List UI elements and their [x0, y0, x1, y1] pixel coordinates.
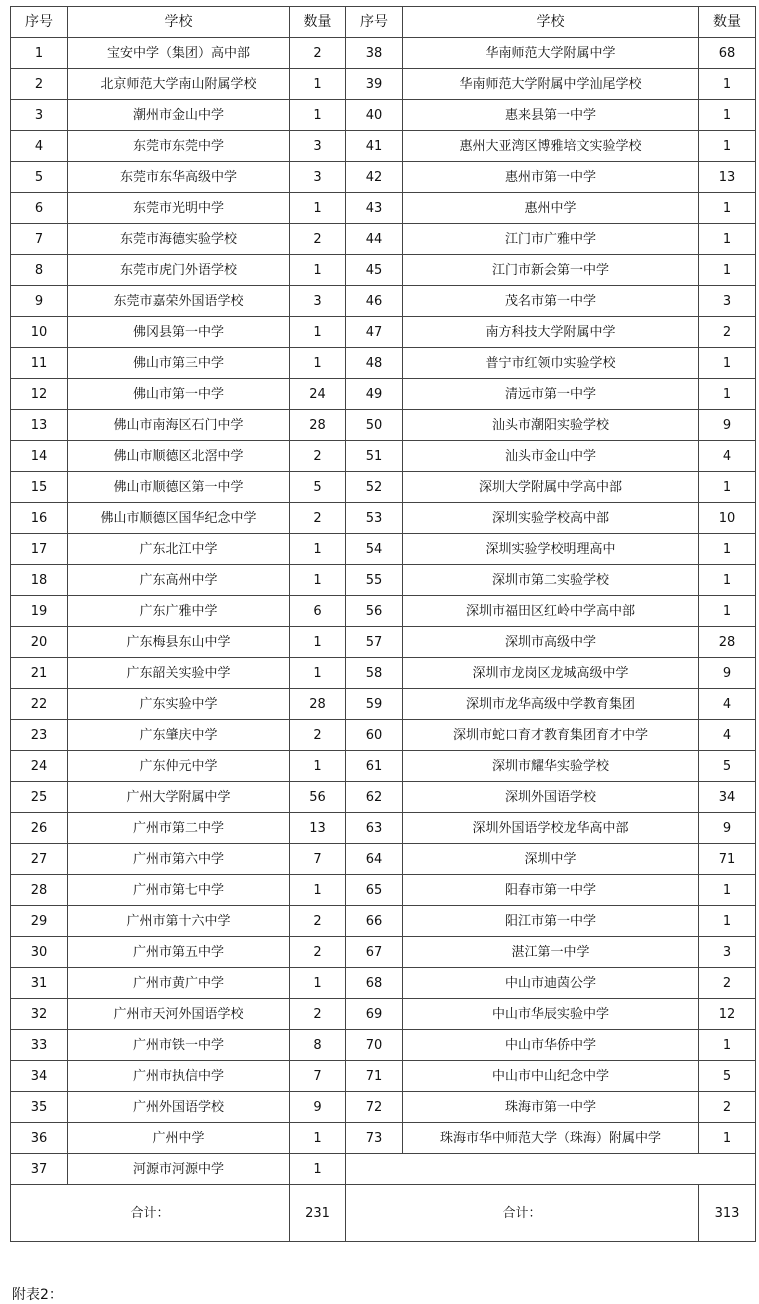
- count-cell: 1: [699, 379, 756, 410]
- table-row: [11, 999, 756, 1030]
- school-cell: 东莞市海德实验学校: [68, 224, 290, 255]
- school-cell: 深圳外国语学校: [403, 782, 699, 813]
- count-cell: 1: [290, 1123, 346, 1154]
- count-cell: 2: [290, 999, 346, 1030]
- count-cell: 9: [290, 1092, 346, 1123]
- count-cell: 2: [290, 441, 346, 472]
- col-header-seq-2: 序号: [346, 7, 403, 38]
- table-row: [11, 100, 756, 131]
- seq-cell: 65: [346, 875, 403, 906]
- count-cell: 1: [290, 193, 346, 224]
- count-cell: 1: [699, 193, 756, 224]
- school-cell: 深圳市耀华实验学校: [403, 751, 699, 782]
- col-header-count-2: 数量: [699, 7, 756, 38]
- table-row: [11, 689, 756, 720]
- count-cell: 12: [699, 999, 756, 1030]
- table-row: [11, 472, 756, 503]
- school-cell: 广东广雅中学: [68, 596, 290, 627]
- col-header-seq: 序号: [11, 7, 68, 38]
- seq-cell: 5: [11, 162, 68, 193]
- footnote: 附表2：: [12, 1287, 63, 1303]
- school-cell: 深圳实验学校明理高中: [403, 534, 699, 565]
- count-cell: 4: [699, 720, 756, 751]
- school-cell: 深圳市福田区红岭中学高中部: [403, 596, 699, 627]
- count-cell: 1: [699, 472, 756, 503]
- school-cell: 阳江市第一中学: [403, 906, 699, 937]
- seq-cell: 30: [11, 937, 68, 968]
- table-row: [11, 1092, 756, 1123]
- school-cell: 惠来县第一中学: [403, 100, 699, 131]
- seq-cell: 52: [346, 472, 403, 503]
- count-cell: 1: [699, 565, 756, 596]
- school-cell: 广东肇庆中学: [68, 720, 290, 751]
- count-cell: 28: [290, 410, 346, 441]
- seq-cell: 56: [346, 596, 403, 627]
- count-cell: 3: [290, 286, 346, 317]
- seq-cell: 12: [11, 379, 68, 410]
- school-cell: 湛江第一中学: [403, 937, 699, 968]
- seq-cell: 44: [346, 224, 403, 255]
- table-body: [11, 38, 756, 1185]
- school-cell: 佛山市顺德区北滘中学: [68, 441, 290, 472]
- left-total-label: 合计：: [11, 1185, 290, 1242]
- school-cell: 珠海市第一中学: [403, 1092, 699, 1123]
- school-cell: 华南师范大学附属中学: [403, 38, 699, 69]
- count-cell: 1: [290, 658, 346, 689]
- seq-cell: 7: [11, 224, 68, 255]
- seq-cell: 64: [346, 844, 403, 875]
- school-cell: 广州市铁一中学: [68, 1030, 290, 1061]
- school-cell: 广州市第七中学: [68, 875, 290, 906]
- seq-cell: 16: [11, 503, 68, 534]
- seq-cell: 11: [11, 348, 68, 379]
- count-cell: 1: [290, 69, 346, 100]
- count-cell: 1: [290, 255, 346, 286]
- count-cell: 3: [290, 131, 346, 162]
- count-cell: 3: [699, 937, 756, 968]
- count-cell: 1: [290, 1154, 346, 1185]
- school-cell: 佛山市第一中学: [68, 379, 290, 410]
- seq-cell: 10: [11, 317, 68, 348]
- seq-cell: 6: [11, 193, 68, 224]
- seq-cell: 14: [11, 441, 68, 472]
- totals-row: [11, 1185, 756, 1242]
- count-cell: 9: [699, 410, 756, 441]
- count-cell: 13: [290, 813, 346, 844]
- table-row: [11, 503, 756, 534]
- table-row: [11, 193, 756, 224]
- seq-cell: 41: [346, 131, 403, 162]
- school-cell: 汕头市潮阳实验学校: [403, 410, 699, 441]
- table-row: [11, 162, 756, 193]
- col-header-school-2: 学校: [403, 7, 699, 38]
- count-cell: 2: [290, 937, 346, 968]
- school-cell: 深圳外国语学校龙华高中部: [403, 813, 699, 844]
- school-cell: 广州市执信中学: [68, 1061, 290, 1092]
- table-row: [11, 224, 756, 255]
- table-row: [11, 317, 756, 348]
- school-cell: 深圳市龙岗区龙城高级中学: [403, 658, 699, 689]
- count-cell: 7: [290, 1061, 346, 1092]
- empty-cell: [346, 1154, 756, 1185]
- count-cell: 9: [699, 658, 756, 689]
- seq-cell: 4: [11, 131, 68, 162]
- count-cell: 1: [699, 348, 756, 379]
- table-row: [11, 1030, 756, 1061]
- school-cell: 广州市黄广中学: [68, 968, 290, 999]
- table-row: [11, 1061, 756, 1092]
- count-cell: 2: [699, 968, 756, 999]
- school-cell: 珠海市华中师范大学（珠海）附属中学: [403, 1123, 699, 1154]
- count-cell: 1: [699, 1030, 756, 1061]
- seq-cell: 36: [11, 1123, 68, 1154]
- right-total-label: 合计：: [346, 1185, 699, 1242]
- count-cell: 10: [699, 503, 756, 534]
- seq-cell: 17: [11, 534, 68, 565]
- school-cell: 阳春市第一中学: [403, 875, 699, 906]
- count-cell: 1: [290, 627, 346, 658]
- count-cell: 1: [290, 100, 346, 131]
- table-row: [11, 1123, 756, 1154]
- seq-cell: 58: [346, 658, 403, 689]
- seq-cell: 72: [346, 1092, 403, 1123]
- table-row: [11, 844, 756, 875]
- count-cell: 2: [699, 317, 756, 348]
- table-row: [11, 255, 756, 286]
- seq-cell: 26: [11, 813, 68, 844]
- table-row: [11, 937, 756, 968]
- school-cell: 惠州大亚湾区博雅培文实验学校: [403, 131, 699, 162]
- count-cell: 13: [699, 162, 756, 193]
- seq-cell: 27: [11, 844, 68, 875]
- seq-cell: 20: [11, 627, 68, 658]
- count-cell: 1: [699, 1123, 756, 1154]
- school-cell: 潮州市金山中学: [68, 100, 290, 131]
- seq-cell: 68: [346, 968, 403, 999]
- count-cell: 2: [290, 720, 346, 751]
- school-cell: 佛山市顺德区国华纪念中学: [68, 503, 290, 534]
- school-cell: 佛冈县第一中学: [68, 317, 290, 348]
- count-cell: 56: [290, 782, 346, 813]
- table-header-row: [11, 7, 756, 38]
- count-cell: 71: [699, 844, 756, 875]
- school-cell: 清远市第一中学: [403, 379, 699, 410]
- seq-cell: 48: [346, 348, 403, 379]
- seq-cell: 53: [346, 503, 403, 534]
- table-row: [11, 751, 756, 782]
- seq-cell: 45: [346, 255, 403, 286]
- table-row: [11, 875, 756, 906]
- seq-cell: 19: [11, 596, 68, 627]
- count-cell: 24: [290, 379, 346, 410]
- count-cell: 5: [699, 751, 756, 782]
- seq-cell: 55: [346, 565, 403, 596]
- seq-cell: 21: [11, 658, 68, 689]
- col-header-school: 学校: [68, 7, 290, 38]
- count-cell: 4: [699, 689, 756, 720]
- seq-cell: 28: [11, 875, 68, 906]
- school-cell: 深圳市龙华高级中学教育集团: [403, 689, 699, 720]
- seq-cell: 50: [346, 410, 403, 441]
- school-cell: 江门市新会第一中学: [403, 255, 699, 286]
- seq-cell: 23: [11, 720, 68, 751]
- school-cell: 广州外国语学校: [68, 1092, 290, 1123]
- school-cell: 东莞市嘉荣外国语学校: [68, 286, 290, 317]
- seq-cell: 73: [346, 1123, 403, 1154]
- school-cell: 中山市中山纪念中学: [403, 1061, 699, 1092]
- seq-cell: 39: [346, 69, 403, 100]
- school-cell: 东莞市东莞中学: [68, 131, 290, 162]
- seq-cell: 47: [346, 317, 403, 348]
- seq-cell: 25: [11, 782, 68, 813]
- col-header-count: 数量: [290, 7, 346, 38]
- count-cell: 1: [699, 131, 756, 162]
- seq-cell: 37: [11, 1154, 68, 1185]
- table-row: [11, 627, 756, 658]
- seq-cell: 67: [346, 937, 403, 968]
- school-cell: 宝安中学（集团）高中部: [68, 38, 290, 69]
- count-cell: 1: [290, 565, 346, 596]
- school-cell: 广东实验中学: [68, 689, 290, 720]
- count-cell: 1: [699, 100, 756, 131]
- school-cell: 深圳实验学校高中部: [403, 503, 699, 534]
- table-row: [11, 348, 756, 379]
- seq-cell: 33: [11, 1030, 68, 1061]
- seq-cell: 61: [346, 751, 403, 782]
- count-cell: 1: [699, 224, 756, 255]
- count-cell: 1: [290, 348, 346, 379]
- table-row: [11, 782, 756, 813]
- table-row: [11, 596, 756, 627]
- count-cell: 1: [290, 875, 346, 906]
- count-cell: 1: [290, 968, 346, 999]
- right-total-value: 313: [699, 1185, 756, 1242]
- seq-cell: 60: [346, 720, 403, 751]
- table-row: [11, 1154, 756, 1185]
- school-cell: 广州市第六中学: [68, 844, 290, 875]
- count-cell: 1: [699, 69, 756, 100]
- count-cell: 4: [699, 441, 756, 472]
- table-row: [11, 410, 756, 441]
- school-cell: 广州市第二中学: [68, 813, 290, 844]
- school-cell: 佛山市顺德区第一中学: [68, 472, 290, 503]
- seq-cell: 8: [11, 255, 68, 286]
- count-cell: 1: [699, 534, 756, 565]
- school-cell: 广东北江中学: [68, 534, 290, 565]
- count-cell: 28: [699, 627, 756, 658]
- school-cell: 东莞市光明中学: [68, 193, 290, 224]
- seq-cell: 13: [11, 410, 68, 441]
- school-cell: 广州市天河外国语学校: [68, 999, 290, 1030]
- seq-cell: 34: [11, 1061, 68, 1092]
- seq-cell: 3: [11, 100, 68, 131]
- count-cell: 1: [290, 317, 346, 348]
- school-cell: 广州中学: [68, 1123, 290, 1154]
- school-cell: 深圳大学附属中学高中部: [403, 472, 699, 503]
- table-row: [11, 720, 756, 751]
- school-cell: 北京师范大学南山附属学校: [68, 69, 290, 100]
- left-total-value: 231: [290, 1185, 346, 1242]
- count-cell: 9: [699, 813, 756, 844]
- count-cell: 2: [290, 224, 346, 255]
- count-cell: 8: [290, 1030, 346, 1061]
- count-cell: 28: [290, 689, 346, 720]
- seq-cell: 66: [346, 906, 403, 937]
- count-cell: 2: [699, 1092, 756, 1123]
- count-cell: 1: [699, 875, 756, 906]
- seq-cell: 18: [11, 565, 68, 596]
- seq-cell: 31: [11, 968, 68, 999]
- table-row: [11, 38, 756, 69]
- seq-cell: 22: [11, 689, 68, 720]
- school-cell: 深圳中学: [403, 844, 699, 875]
- school-cell: 广州市第十六中学: [68, 906, 290, 937]
- seq-cell: 1: [11, 38, 68, 69]
- seq-cell: 62: [346, 782, 403, 813]
- school-cell: 茂名市第一中学: [403, 286, 699, 317]
- count-cell: 68: [699, 38, 756, 69]
- count-cell: 5: [290, 472, 346, 503]
- count-cell: 2: [290, 503, 346, 534]
- seq-cell: 29: [11, 906, 68, 937]
- count-cell: 2: [290, 906, 346, 937]
- table-row: [11, 379, 756, 410]
- table-row: [11, 131, 756, 162]
- seq-cell: 70: [346, 1030, 403, 1061]
- table-row: [11, 813, 756, 844]
- seq-cell: 35: [11, 1092, 68, 1123]
- school-cell: 南方科技大学附属中学: [403, 317, 699, 348]
- count-cell: 3: [290, 162, 346, 193]
- school-cell: 深圳市第二实验学校: [403, 565, 699, 596]
- seq-cell: 63: [346, 813, 403, 844]
- count-cell: 1: [699, 906, 756, 937]
- schools-table: [10, 6, 756, 1242]
- school-cell: 中山市迪茵公学: [403, 968, 699, 999]
- seq-cell: 69: [346, 999, 403, 1030]
- seq-cell: 49: [346, 379, 403, 410]
- seq-cell: 38: [346, 38, 403, 69]
- seq-cell: 59: [346, 689, 403, 720]
- school-cell: 中山市华侨中学: [403, 1030, 699, 1061]
- count-cell: 1: [290, 534, 346, 565]
- table-row: [11, 534, 756, 565]
- school-cell: 广东韶关实验中学: [68, 658, 290, 689]
- seq-cell: 2: [11, 69, 68, 100]
- count-cell: 3: [699, 286, 756, 317]
- school-cell: 佛山市第三中学: [68, 348, 290, 379]
- table-row: [11, 69, 756, 100]
- table-row: [11, 658, 756, 689]
- school-cell: 惠州中学: [403, 193, 699, 224]
- seq-cell: 57: [346, 627, 403, 658]
- school-cell: 惠州市第一中学: [403, 162, 699, 193]
- school-cell: 中山市华辰实验中学: [403, 999, 699, 1030]
- table-row: [11, 565, 756, 596]
- school-cell: 普宁市红领巾实验学校: [403, 348, 699, 379]
- seq-cell: 46: [346, 286, 403, 317]
- seq-cell: 40: [346, 100, 403, 131]
- table-row: [11, 906, 756, 937]
- school-cell: 东莞市虎门外语学校: [68, 255, 290, 286]
- school-cell: 广东梅县东山中学: [68, 627, 290, 658]
- table-row: [11, 968, 756, 999]
- school-cell: 汕头市金山中学: [403, 441, 699, 472]
- count-cell: 34: [699, 782, 756, 813]
- school-cell: 广州市第五中学: [68, 937, 290, 968]
- school-cell: 深圳市高级中学: [403, 627, 699, 658]
- count-cell: 2: [290, 38, 346, 69]
- school-cell: 河源市河源中学: [68, 1154, 290, 1185]
- seq-cell: 24: [11, 751, 68, 782]
- table-row: [11, 441, 756, 472]
- seq-cell: 42: [346, 162, 403, 193]
- seq-cell: 32: [11, 999, 68, 1030]
- school-cell: 广东高州中学: [68, 565, 290, 596]
- seq-cell: 51: [346, 441, 403, 472]
- school-cell: 广东仲元中学: [68, 751, 290, 782]
- school-cell: 华南师范大学附属中学汕尾学校: [403, 69, 699, 100]
- seq-cell: 43: [346, 193, 403, 224]
- school-cell: 佛山市南海区石门中学: [68, 410, 290, 441]
- count-cell: 1: [290, 751, 346, 782]
- school-cell: 深圳市蛇口育才教育集团育才中学: [403, 720, 699, 751]
- school-cell: 江门市广雅中学: [403, 224, 699, 255]
- seq-cell: 15: [11, 472, 68, 503]
- seq-cell: 54: [346, 534, 403, 565]
- count-cell: 1: [699, 596, 756, 627]
- count-cell: 1: [699, 255, 756, 286]
- seq-cell: 71: [346, 1061, 403, 1092]
- seq-cell: 9: [11, 286, 68, 317]
- school-cell: 广州大学附属中学: [68, 782, 290, 813]
- count-cell: 7: [290, 844, 346, 875]
- count-cell: 6: [290, 596, 346, 627]
- school-cell: 东莞市东华高级中学: [68, 162, 290, 193]
- table-row: [11, 286, 756, 317]
- count-cell: 5: [699, 1061, 756, 1092]
